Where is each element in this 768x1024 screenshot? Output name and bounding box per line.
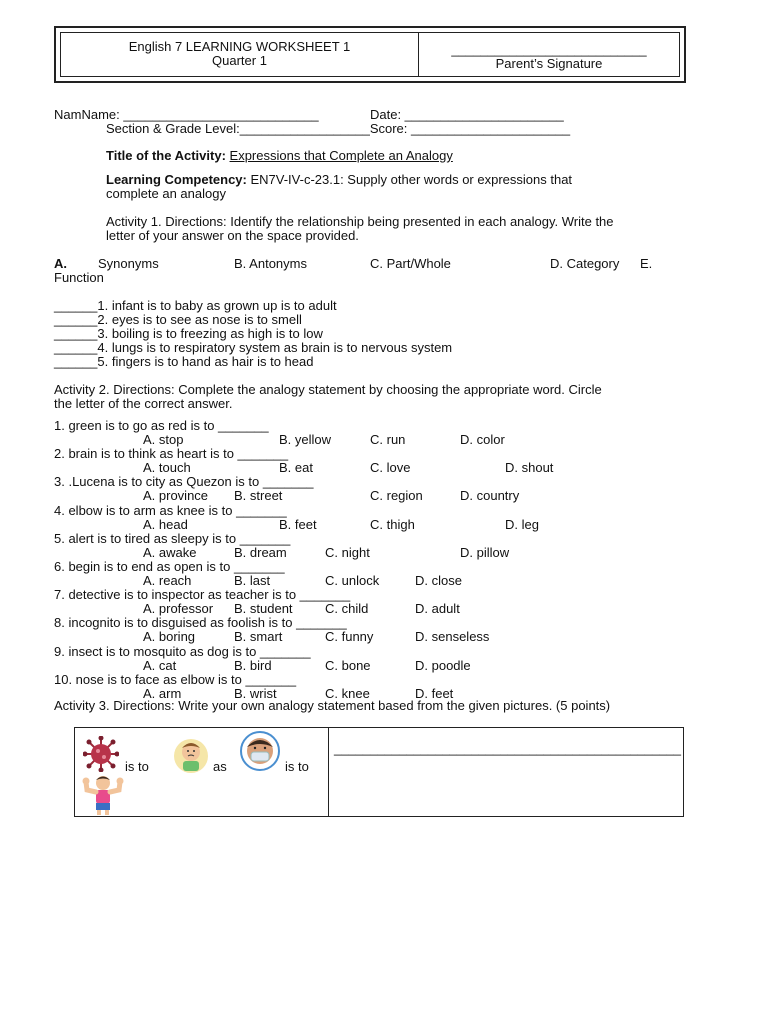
choices-letter-a: A. — [54, 256, 67, 271]
question-1-option-c[interactable]: C. run — [370, 432, 406, 447]
question-3-option-a[interactable]: A. province — [143, 488, 209, 503]
section-score-field[interactable]: Section & Grade Level:__________________Score: ______________________ — [106, 121, 571, 136]
question-4-option-d[interactable]: D. leg — [505, 517, 539, 532]
choice-part-whole: C. Part/Whole — [370, 256, 451, 271]
competency-line2: complete an analogy — [106, 186, 226, 201]
activity1-directions-line2: letter of your answer on the space provided. — [106, 228, 359, 243]
choice-antonyms: B. Antonyms — [234, 256, 307, 271]
masked-boy-icon — [237, 731, 283, 771]
activity3-answer-line[interactable]: ________________________________________________ — [334, 741, 682, 756]
activity3-divider — [328, 728, 329, 816]
question-2-option-a[interactable]: A. touch — [143, 460, 191, 475]
question-4-option-b[interactable]: B. feet — [279, 517, 317, 532]
question-5-option-a[interactable]: A. awake — [143, 545, 197, 560]
question-8-option-b[interactable]: B. smart — [234, 629, 283, 644]
question-5: 5. alert is to tired as sleepy is to _______ — [54, 531, 291, 546]
question-2: 2. brain is to think as heart is to _______ — [54, 446, 289, 461]
question-1-option-a[interactable]: A. stop — [143, 432, 184, 447]
question-10-option-c[interactable]: C. knee — [325, 686, 370, 701]
question-3-option-b[interactable]: B. street — [234, 488, 283, 503]
question-7-option-b[interactable]: B. student — [234, 601, 293, 616]
question-7-option-a[interactable]: A. professor — [143, 601, 214, 616]
activity2-directions-line1: Activity 2. Directions: Complete the analogy statement by choosing the appropriate word. Circle — [54, 382, 602, 397]
activity3-directions: Activity 3. Directions: Write your own analogy statement based from the given pictures. (5 points) — [54, 698, 611, 713]
signature-label: Parent’s Signature — [495, 56, 603, 71]
question-6-option-b[interactable]: B. last — [234, 573, 271, 588]
question-10-option-a[interactable]: A. arm — [143, 686, 182, 701]
question-7-option-d[interactable]: D. adult — [415, 601, 460, 616]
question-8-option-d[interactable]: D. senseless — [415, 629, 490, 644]
choice-synonyms: Synonyms — [98, 256, 159, 271]
question-9-option-c[interactable]: C. bone — [325, 658, 371, 673]
activity1-item-5[interactable]: ______5. fingers is to hand as hair is to head — [54, 354, 314, 369]
strong-kid-icon — [81, 772, 125, 816]
question-9-option-a[interactable]: A. cat — [143, 658, 177, 673]
question-9-option-d[interactable]: D. poodle — [415, 658, 471, 673]
question-8-option-c[interactable]: C. funny — [325, 629, 374, 644]
activity-title-value: Expressions that Complete an Analogy — [229, 148, 453, 163]
activity-title-row — [106, 149, 453, 163]
question-2-option-c[interactable]: C. love — [370, 460, 411, 475]
question-8: 8. incognito is to disguised as foolish is to _______ — [54, 615, 347, 630]
choice-function: Function — [54, 270, 104, 285]
question-7-option-c[interactable]: C. child — [325, 601, 369, 616]
question-6-option-c[interactable]: C. unlock — [325, 573, 380, 588]
question-1: 1. green is to go as red is to _______ — [54, 418, 269, 433]
question-6-option-d[interactable]: D. close — [415, 573, 462, 588]
virus-icon — [83, 736, 119, 772]
name-field[interactable]: NamName: ___________________________ — [54, 107, 319, 122]
header-inner — [60, 32, 680, 77]
competency-label: Learning Competency: — [106, 172, 247, 187]
signature-cell — [419, 33, 679, 76]
choice-category: D. Category — [550, 256, 620, 271]
activity1-item-4[interactable]: ______4. lungs is to respiratory system as brain is to nervous system — [54, 340, 453, 355]
question-3-option-d[interactable]: D. country — [460, 488, 520, 503]
activity3-box — [74, 727, 684, 817]
question-1-option-d[interactable]: D. color — [460, 432, 505, 447]
activity1-directions-line1: Activity 1. Directions: Identify the relationship being presented in each analogy. Write the — [106, 214, 614, 229]
competency-code: EN7V-IV-c-23.1: Supply other words or expressions that — [250, 172, 573, 187]
question-5-option-d[interactable]: D. pillow — [460, 545, 510, 560]
question-3-option-c[interactable]: C. region — [370, 488, 423, 503]
question-8-option-a[interactable]: A. boring — [143, 629, 196, 644]
question-10-option-b[interactable]: B. wrist — [234, 686, 277, 701]
is-to-text-2: is to — [285, 759, 309, 774]
worksheet-quarter: Quarter 1 — [212, 53, 267, 68]
question-10-option-d[interactable]: D. feet — [415, 686, 454, 701]
question-6-option-a[interactable]: A. reach — [143, 573, 192, 588]
competency-line1 — [106, 173, 572, 187]
activity1-item-1[interactable]: ______1. infant is to baby as grown up is to adult — [54, 298, 337, 313]
question-7: 7. detective is to inspector as teacher is to _______ — [54, 587, 351, 602]
is-to-text-1: is to — [125, 759, 149, 774]
question-6: 6. begin is to end as open is to _______ — [54, 559, 285, 574]
question-4: 4. elbow is to arm as knee is to _______ — [54, 503, 287, 518]
activity-title-label: Title of the Activity: — [106, 148, 226, 163]
activity1-item-3[interactable]: ______3. boiling is to freezing as high is to low — [54, 326, 323, 341]
as-text: as — [213, 759, 227, 774]
question-5-option-b[interactable]: B. dream — [234, 545, 287, 560]
question-5-option-c[interactable]: C. night — [325, 545, 370, 560]
question-2-option-b[interactable]: B. eat — [279, 460, 313, 475]
question-3: 3. .Lucena is to city as Quezon is to _______ — [54, 474, 314, 489]
worksheet-title-cell — [61, 33, 419, 76]
activity2-directions-line2: the letter of the correct answer. — [54, 396, 233, 411]
question-2-option-d[interactable]: D. shout — [505, 460, 554, 475]
worksheet-title: English 7 LEARNING WORKSHEET 1 — [128, 39, 351, 54]
question-4-option-a[interactable]: A. head — [143, 517, 188, 532]
header-box — [54, 26, 686, 83]
question-4-option-c[interactable]: C. thigh — [370, 517, 415, 532]
activity1-item-2[interactable]: ______2. eyes is to see as nose is to smell — [54, 312, 302, 327]
signature-line[interactable]: ___________________________ — [451, 42, 647, 57]
question-1-option-b[interactable]: B. yellow — [279, 432, 332, 447]
question-9-option-b[interactable]: B. bird — [234, 658, 272, 673]
question-10: 10. nose is to face as elbow is to _______ — [54, 672, 297, 687]
choice-e-letter: E. — [640, 256, 653, 271]
question-9: 9. insect is to mosquito as dog is to _______ — [54, 644, 311, 659]
date-field[interactable]: Date: ______________________ — [370, 107, 564, 122]
sick-boy-icon — [173, 736, 209, 774]
